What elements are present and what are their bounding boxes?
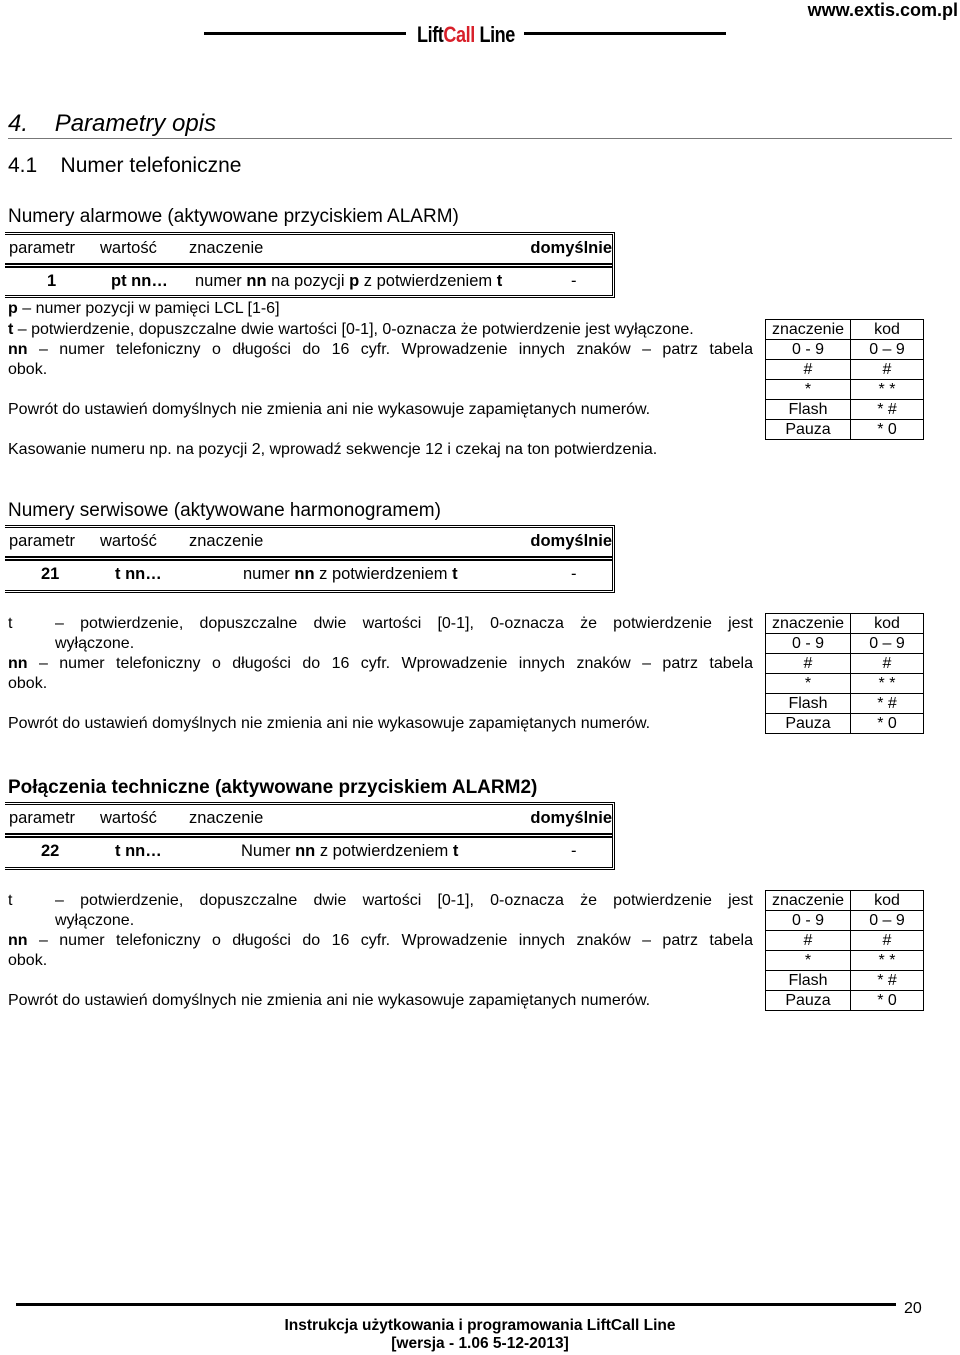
col-wartosc: wartość	[100, 239, 157, 257]
code-row: Flash * #	[766, 400, 924, 420]
page-number: 20	[904, 1300, 922, 1317]
alarm-nn-def-cont: obok.	[8, 361, 48, 378]
col-domyslnie: domyślnie	[530, 239, 612, 257]
table-header-row	[5, 805, 612, 838]
col-parametr: parametr	[9, 532, 76, 550]
code-row: Flash * #	[766, 971, 924, 991]
table-header-row	[5, 235, 612, 268]
table-row	[5, 838, 612, 866]
row-param: 21	[41, 565, 60, 583]
table-row	[5, 268, 612, 296]
service-param-table	[5, 525, 615, 593]
code-row: 0 - 9 0 – 9	[766, 911, 924, 931]
row-default: -	[571, 565, 577, 583]
row-value: t nn…	[115, 565, 162, 583]
code-table-header: znaczenie kod	[766, 320, 924, 340]
technical-t-def-cont: wyłączone.	[55, 912, 135, 929]
code-table-header: znaczenie kod	[766, 891, 924, 911]
header-line-right	[524, 32, 726, 35]
technical-t-label: t	[8, 892, 13, 909]
technical-code-table	[765, 890, 924, 1011]
code-row: # #	[766, 931, 924, 951]
footer-rule	[16, 1303, 896, 1306]
alarm-nn-def: nn – numer telefoniczny o długości do 16 cyfr. Wprowadzenie innych znaków – patrz tabela	[8, 341, 753, 358]
footer-version: [wersja - 1.06 5-12-2013]	[391, 1335, 569, 1352]
row-meaning: Numer nn z potwierdzeniem t	[241, 842, 459, 860]
code-table-header: znaczenie kod	[766, 614, 924, 634]
row-value: t nn…	[115, 842, 162, 860]
technical-reset-note: Powrót do ustawień domyślnych nie zmienia ani nie wykasowuje zapamiętanych numerów.	[8, 992, 651, 1009]
alarm-delete-note: Kasowanie numeru np. na pozycji 2, wprowadź sekwencje 12 i czekaj na ton potwierdzenia.	[8, 441, 658, 458]
service-heading: Numery serwisowe (aktywowane harmonogramem)	[8, 500, 441, 521]
code-row: # #	[766, 654, 924, 674]
technical-heading: Połączenia techniczne (aktywowane przyciskiem ALARM2)	[8, 777, 538, 798]
section-title: 4. Parametry opis	[8, 110, 217, 137]
col-parametr: parametr	[9, 239, 76, 257]
service-nn-def-cont: obok.	[8, 675, 48, 692]
code-row: * * *	[766, 674, 924, 694]
row-default: -	[571, 272, 577, 290]
footer-title: Instrukcja użytkowania i programowania LiftCall Line	[284, 1317, 676, 1334]
row-default: -	[571, 842, 577, 860]
alarm-reset-note: Powrót do ustawień domyślnych nie zmienia ani nie wykasowuje zapamiętanych numerów.	[8, 401, 651, 418]
code-row: Pauza * 0	[766, 991, 924, 1011]
col-znaczenie: znaczenie	[189, 239, 264, 257]
col-domyslnie: domyślnie	[530, 809, 612, 827]
col-wartosc: wartość	[100, 532, 157, 550]
service-t-def-cont: wyłączone.	[55, 635, 135, 652]
table-row	[5, 561, 612, 589]
alarm-param-table	[5, 232, 615, 298]
alarm-t-def: t – potwierdzenie, dopuszczalne dwie wartości [0-1], 0-oznacza że potwierdzenie jest wyłączone.	[8, 321, 694, 338]
header-line-left	[204, 32, 406, 35]
row-param: 1	[47, 272, 57, 290]
code-row: Pauza * 0	[766, 420, 924, 440]
service-nn-def: nn – numer telefoniczny o długości do 16 cyfr. Wprowadzenie innych znaków – patrz tabela	[8, 655, 753, 672]
service-t-def: – potwierdzenie, dopuszczalne dwie wartości [0-1], 0-oznacza że potwierdzenie jest	[55, 615, 753, 632]
row-param: 22	[41, 842, 60, 860]
section-rule	[8, 138, 952, 139]
service-t-label: t	[8, 615, 13, 632]
technical-nn-def-cont: obok.	[8, 952, 48, 969]
code-row: 0 - 9 0 – 9	[766, 634, 924, 654]
code-row: 0 - 9 0 – 9	[766, 340, 924, 360]
service-reset-note: Powrót do ustawień domyślnych nie zmienia ani nie wykasowuje zapamiętanych numerów.	[8, 715, 651, 732]
row-meaning: numer nn z potwierdzeniem t	[243, 565, 458, 583]
code-row: # #	[766, 360, 924, 380]
row-value: pt nn…	[111, 272, 168, 290]
col-znaczenie: znaczenie	[189, 809, 264, 827]
technical-param-table	[5, 802, 615, 870]
alarm-code-table	[765, 319, 924, 440]
row-meaning: numer nn na pozycji p z potwierdzeniem t	[195, 272, 503, 290]
col-znaczenie: znaczenie	[189, 532, 264, 550]
brand-logo: LiftCall Line	[417, 22, 515, 47]
code-row: * * *	[766, 951, 924, 971]
table-header-row	[5, 528, 612, 561]
code-row: Pauza * 0	[766, 714, 924, 734]
header-url: www.extis.com.pl	[807, 0, 958, 20]
code-row: * * *	[766, 380, 924, 400]
subsection-title: 4.1 Numer telefoniczne	[8, 154, 242, 177]
service-code-table	[765, 613, 924, 734]
code-row: Flash * #	[766, 694, 924, 714]
technical-nn-def: nn – numer telefoniczny o długości do 16 cyfr. Wprowadzenie innych znaków – patrz tabela	[8, 932, 753, 949]
alarm-p-def: p – numer pozycji w pamięci LCL [1-6]	[8, 300, 280, 317]
alarm-heading: Numery alarmowe (aktywowane przyciskiem ALARM)	[8, 206, 459, 227]
col-domyslnie: domyślnie	[530, 532, 612, 550]
col-wartosc: wartość	[100, 809, 157, 827]
col-parametr: parametr	[9, 809, 76, 827]
technical-t-def: – potwierdzenie, dopuszczalne dwie wartości [0-1], 0-oznacza że potwierdzenie jest	[55, 892, 753, 909]
